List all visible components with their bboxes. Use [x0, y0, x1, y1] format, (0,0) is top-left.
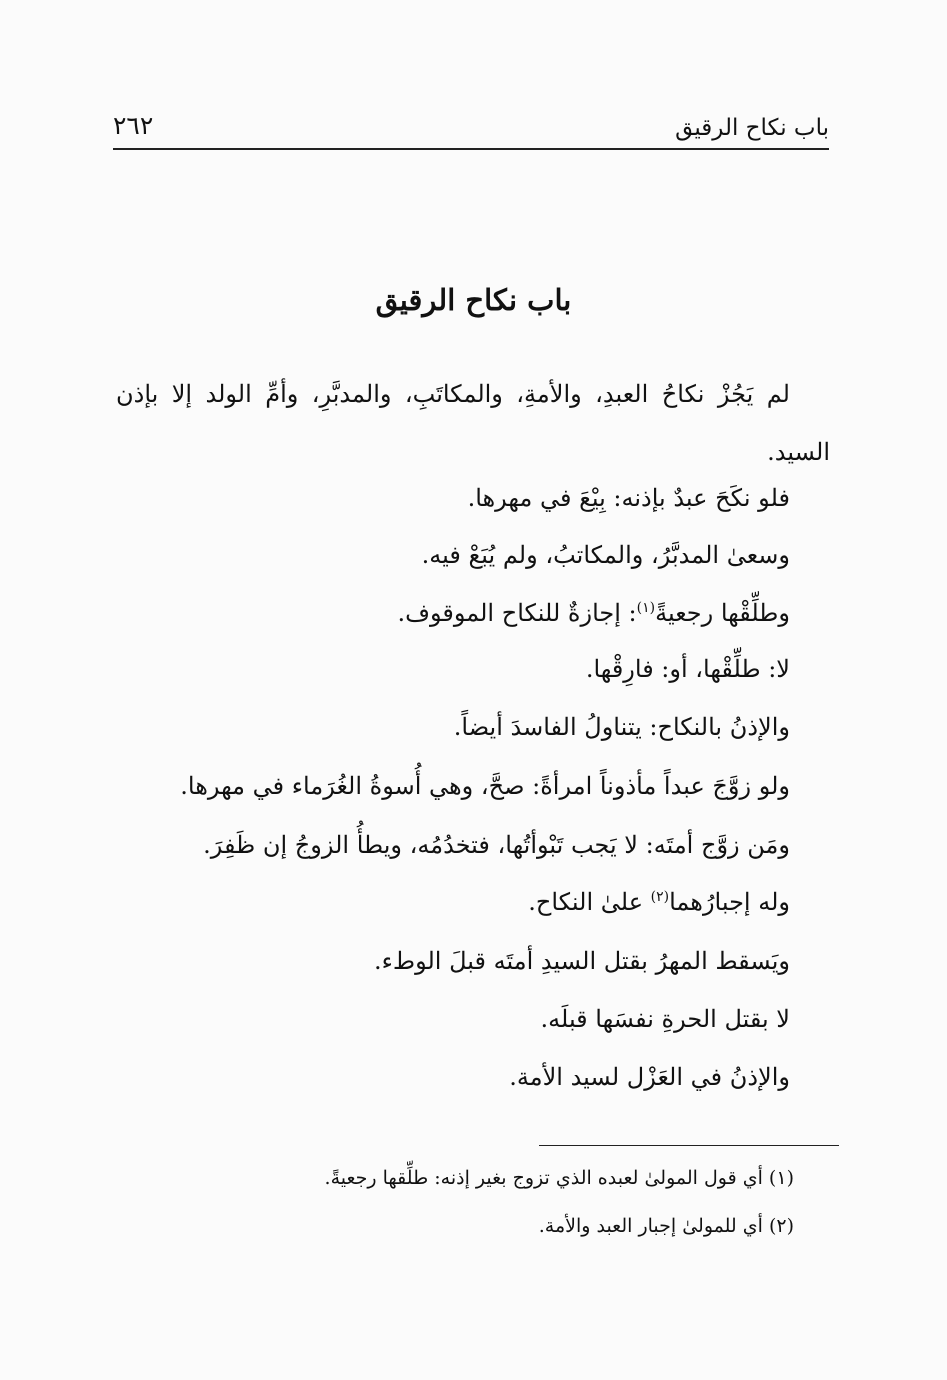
- footnote-marker-1: (١): [636, 600, 656, 616]
- text-line-3-end: : إجازةٌ للنكاح الموقوف.: [397, 599, 637, 627]
- page-number: ٢٦٢: [113, 111, 154, 140]
- text-line-8: [528, 882, 790, 922]
- text-line-10: لا بقتل الحرةِ نفسَها قبلَه.: [540, 1005, 790, 1033]
- page-header: [113, 108, 829, 150]
- text-line-1: فلو نكَحَ عبدٌ بإذنه: بِيْعَ في مهرها.: [467, 484, 790, 512]
- footnote-1: (١) أي قول المولىٰ لعبده الذي تزوج بغير إذنه: طلِّقها رجعيةً.: [324, 1167, 794, 1189]
- footnote-2: (٢) أي للمولىٰ إجبار العبد والأمة.: [538, 1215, 794, 1237]
- text-line-6: ولو زوَّجَ عبداً مأذوناً امرأةً: صحَّ، وهي أُسوةُ الغُرَماء في مهرها.: [180, 772, 790, 800]
- footnote-marker-2: (٢): [650, 889, 670, 905]
- text-line-7: ومَن زوَّج أمتَه: لا يَجب تَبْوأتُها، فتخدُمُه، ويطأُ الزوجُ إن ظَفِرَ.: [203, 831, 790, 859]
- text-line-8-end: علىٰ النكاح.: [528, 888, 651, 916]
- text-line-11: والإذنُ في العَزْل لسيد الأمة.: [509, 1063, 790, 1091]
- text-line-4: لا: طلِّقْها، أو: فارِقْها.: [585, 655, 790, 683]
- text-line-8-start: وله إجبارُهما: [669, 888, 790, 916]
- chapter-title: باب نكاح الرقيق: [375, 283, 572, 317]
- footnote-separator: [539, 1145, 839, 1146]
- intro-paragraph: لم يَجُزْ نكاحُ العبدِ، والأمةِ، والمكاتَبِ، والمدبَّرِ، وأمِّ الولد إلا بإذن السيد.: [116, 380, 830, 466]
- running-title: باب نكاح الرقيق: [675, 115, 829, 141]
- text-line-3: [397, 593, 790, 633]
- text-line-2: وسعىٰ المدبَّرُ، والمكاتبُ، ولم يُبَعْ فيه.: [421, 541, 790, 569]
- text-line-9: ويَسقط المهرُ بقتل السيدِ أمتَه قبلَ الوطء.: [373, 947, 790, 975]
- text-line-3-start: وطلِّقْها رجعيةً: [655, 599, 790, 627]
- text-line-5: والإذنُ بالنكاح: يتناولُ الفاسدَ أيضاً.: [453, 713, 790, 741]
